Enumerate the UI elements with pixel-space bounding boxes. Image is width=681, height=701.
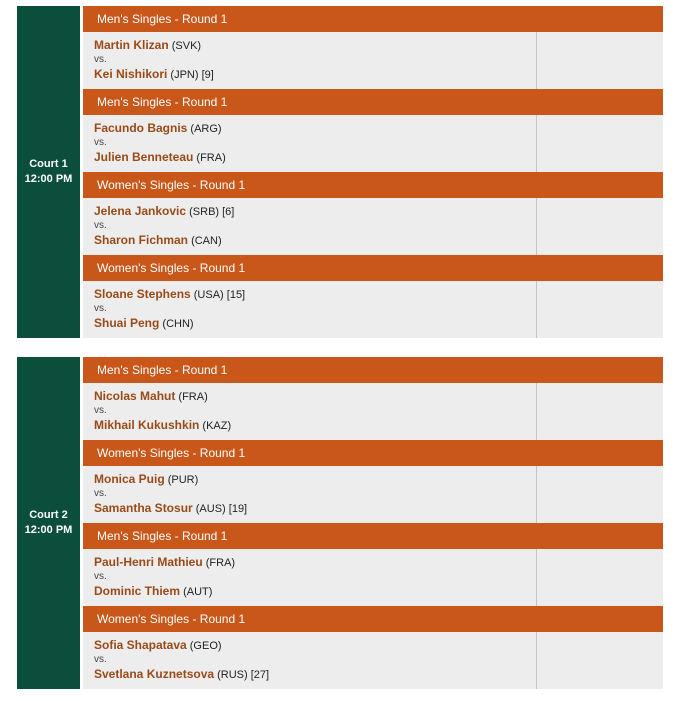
round-header: Women's Singles - Round 1 [83,172,663,198]
versus-label: vs. [94,654,107,665]
player-name-link[interactable]: Jelena Jankovic [94,204,187,218]
match-body [83,198,663,255]
match-card [83,606,663,689]
court-label [17,6,80,338]
player-info: (FRA) [205,557,236,569]
player-info: (CAN) [191,235,222,247]
player-name-link[interactable]: Shuai Peng [94,316,160,330]
versus-label: vs. [94,137,107,148]
match-card [83,440,663,523]
player-info: (FRA) [178,391,208,403]
player-info: (CHN) [162,318,194,330]
player-name-link[interactable]: Dominic Thiem [94,584,181,598]
round-header: Men's Singles - Round 1 [83,523,663,549]
player-info: (FRA) [196,152,226,164]
player-name-link[interactable]: Sloane Stephens [94,287,191,301]
column-divider [536,632,537,689]
player-info: (JPN) [9] [170,69,214,81]
player-info: (ARG) [190,123,222,135]
versus-label: vs. [94,220,107,231]
column-divider [536,466,537,523]
court-name: Court 2 [29,509,68,521]
round-header: Men's Singles - Round 1 [83,357,663,383]
player-1 [94,287,245,301]
player-info: (GEO) [189,640,222,652]
court-label [17,357,80,689]
match-body [83,383,663,440]
column-divider [536,198,537,255]
player-1 [94,472,198,486]
round-header: Women's Singles - Round 1 [83,606,663,632]
player-name-link[interactable]: Svetlana Kuznetsova [94,667,215,681]
match-body [83,281,663,338]
player-info: (AUT) [183,586,213,598]
player-2 [94,667,269,681]
match-body [83,32,663,89]
player-name-link[interactable]: Facundo Bagnis [94,121,188,135]
player-name-link[interactable]: Samantha Stosur [94,501,193,515]
match-card [83,357,663,440]
player-2 [94,501,247,515]
column-divider [536,549,537,606]
court-time: 12:00 PM [24,524,73,536]
round-header: Women's Singles - Round 1 [83,255,663,281]
player-1 [94,638,222,652]
player-name-link[interactable]: Monica Puig [94,472,165,486]
match-body [83,115,663,172]
player-1 [94,38,201,52]
column-divider [536,115,537,172]
column-divider [536,383,537,440]
player-1 [94,121,222,135]
player-name-link[interactable]: Kei Nishikori [94,67,168,81]
versus-label: vs. [94,488,107,499]
column-divider [536,32,537,89]
player-name-link[interactable]: Julien Benneteau [94,150,194,164]
column-divider [536,281,537,338]
court-2-block [17,357,663,689]
versus-label: vs. [94,571,107,582]
court-1-block [17,6,663,338]
player-2 [94,233,222,247]
match-body [83,466,663,523]
court-time: 12:00 PM [24,173,73,185]
player-1 [94,555,235,569]
player-info: (RUS) [27] [217,669,270,681]
player-name-link[interactable]: Sharon Fichman [94,233,189,247]
player-2 [94,418,231,432]
match-card [83,172,663,255]
versus-label: vs. [94,54,107,65]
player-2 [94,316,194,330]
player-name-link[interactable]: Martin Klizan [94,38,169,52]
player-info: (USA) [15] [193,289,246,301]
versus-label: vs. [94,303,107,314]
match-list [83,6,663,338]
player-name-link[interactable]: Mikhail Kukushkin [94,418,200,432]
match-card [83,523,663,606]
court-name: Court 1 [29,158,68,170]
match-list [83,357,663,689]
player-2 [94,67,214,81]
match-card [83,6,663,89]
player-info: (SRB) [6] [189,206,235,218]
player-info: (PUR) [167,474,199,486]
player-name-link[interactable]: Nicolas Mahut [94,389,176,403]
match-body [83,632,663,689]
match-body [83,549,663,606]
player-name-link[interactable]: Sofia Shapatava [94,638,187,652]
player-name-link[interactable]: Paul-Henri Mathieu [94,555,203,569]
round-header: Men's Singles - Round 1 [83,6,663,32]
round-header: Women's Singles - Round 1 [83,440,663,466]
player-info: (AUS) [19] [195,503,248,515]
player-2 [94,150,226,164]
player-1 [94,204,234,218]
player-1 [94,389,208,403]
versus-label: vs. [94,405,107,416]
match-card [83,255,663,338]
round-header: Men's Singles - Round 1 [83,89,663,115]
player-info: (SVK) [171,40,202,52]
player-info: (KAZ) [202,420,232,432]
player-2 [94,584,212,598]
match-card [83,89,663,172]
